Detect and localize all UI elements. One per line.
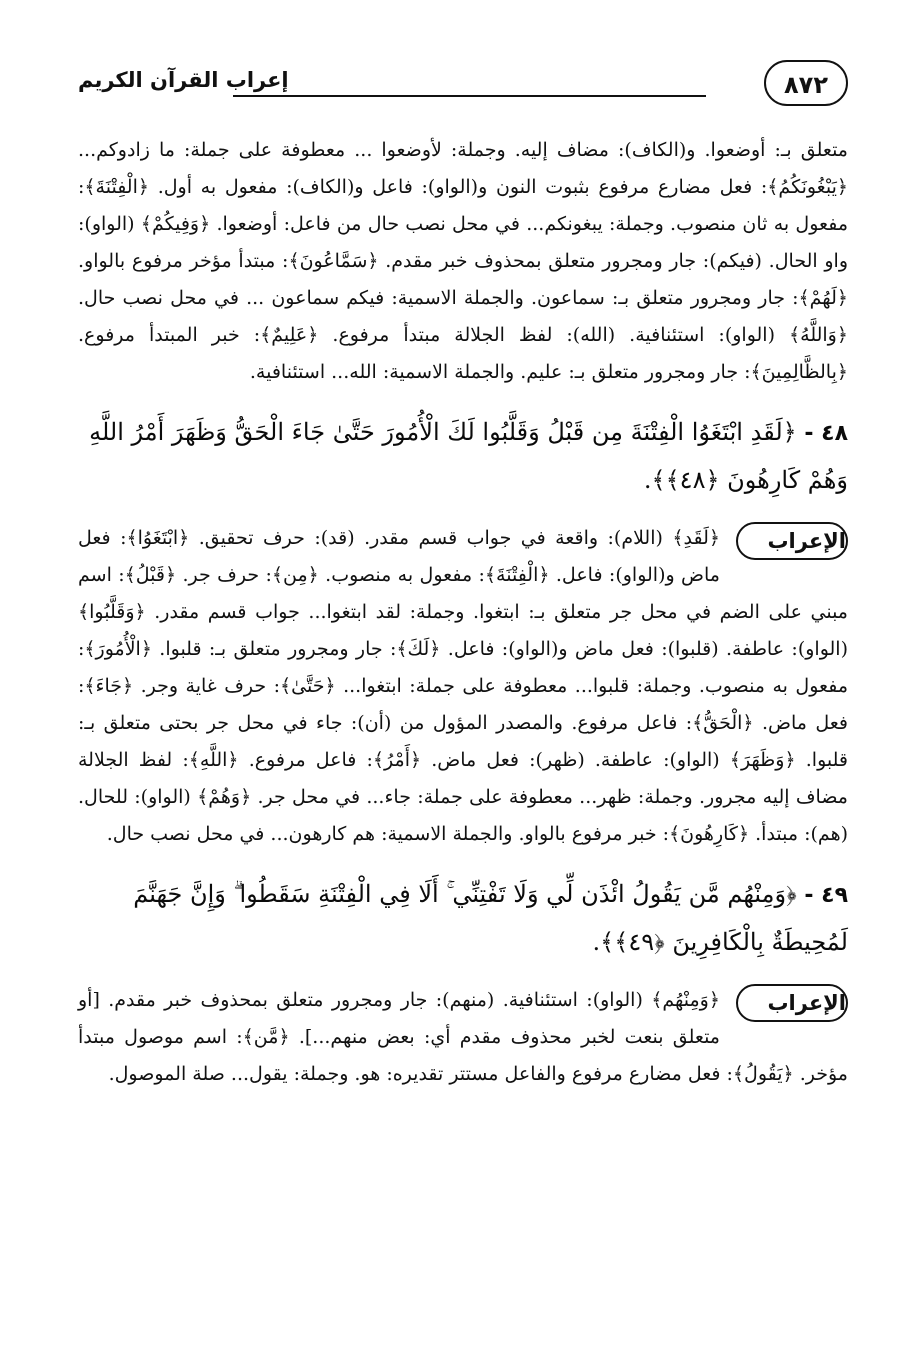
verse-48-number: ٤٨ -: [804, 421, 848, 446]
verse-48: [78, 409, 848, 504]
irab-48-text: ﴿لَقَدِ﴾ (اللام): واقعة في جواب قسم مقدر. (قد): حرف تحقيق. ﴿ابْتَغَوُا﴾: فعل ماض و(الواو): فاعل. ﴿الْفِتْنَةَ﴾: مفعول به منصوب. ﴿مِن﴾: حرف جر. ﴿قَبْلُ﴾: اسم مبني على الضم في محل جر متعلق بـ: ابتغوا. وجملة: لقد ابتغوا... جواب قسم مقدر. ﴿وَقَلَّبُوا﴾ (الواو): عاطفة. (قلبوا): فعل ماض و(الواو): فاعل. ﴿لَكَ﴾: جار ومجرور متعلق بـ: قلبوا. ﴿الْأُمُورَ﴾: مفعول به منصوب. وجملة: قلبوا... معطوفة على جملة: ابتغوا... ﴿حَتَّىٰ﴾: حرف غاية وجر. ﴿جَاءَ﴾: فعل ماض. ﴿الْحَقُّ﴾: فاعل مرفوع. والمصدر المؤول من (أن): جاء في محل جر بحتى متعلق بـ: قلبوا. ﴿وَظَهَرَ﴾ (الواو): عاطفة. (ظهر): فعل ماض. ﴿أَمْرُ﴾: فاعل مرفوع. ﴿اللَّهِ﴾: لفظ الجلالة مضاف إليه مجرور. وجملة: ظهر... معطوفة على جملة: جاء... في محل جر. ﴿وَهُمْ﴾ (الواو): للحال. (هم): مبتدأ. ﴿كَارِهُونَ﴾: خبر مرفوع بالواو. والجملة الاسمية: هم كارهون... في محل نصب حال.: [78, 527, 848, 845]
irab-49: [78, 982, 848, 1093]
page-number: ٨٧٢: [764, 60, 848, 106]
verse-49: [78, 871, 848, 966]
page: [78, 58, 848, 1318]
irab-49-text: ﴿وَمِنْهُم﴾ (الواو): استئنافية. (منهم): جار ومجرور متعلق بمحذوف خبر مقدم. [أو متعلق بنعت لخبر محذوف مقدم أي: بعض منهم...]. ﴿مَّن﴾: اسم موصول مبتدأ مؤخر. ﴿يَقُولُ﴾: فعل مضارع مرفوع والفاعل مستتر تقديره: هو. وجملة: يقول... صلة الموصول.: [78, 989, 848, 1085]
irab-49-badge: الإعراب: [736, 984, 848, 1022]
header-rule: [233, 95, 706, 97]
intro-paragraph: متعلق بـ: أوضعوا. و(الكاف): مضاف إليه. وجملة: لأوضعوا ... معطوفة على جملة: ما زادوكم... ﴿يَبْغُونَكُمُ﴾: فعل مضارع مرفوع بثبوت النون و(الواو): فاعل و(الكاف): مفعول به أول. ﴿الْفِتْنَةَ﴾: مفعول به ثان منصوب. وجملة: يبغونكم... في محل نصب حال من فاعل: أوضعوا. ﴿وَفِيكُمْ﴾ (الواو): واو الحال. (فيكم): جار ومجرور متعلق بمحذوف خبر مقدم. ﴿سَمَّاعُونَ﴾: مبتدأ مؤخر مرفوع بالواو. ﴿لَهُمْ﴾: جار ومجرور متعلق بـ: سماعون. والجملة الاسمية: فيكم سماعون ... في محل نصب حال. ﴿وَاللَّهُ﴾ (الواو): استئنافية. (الله): لفظ الجلالة مبتدأ مرفوع. ﴿عَلِيمٌ﴾: خبر المبتدأ مرفوع. ﴿بِالظَّالِمِينَ﴾: جار ومجرور متعلق بـ: عليم. والجملة الاسمية: الله... استئنافية.: [78, 139, 848, 383]
verse-49-text: ﴿وَمِنْهُم مَّن يَقُولُ ائْذَن لِّي وَلَا تَفْتِنِّي ۚ أَلَا فِي الْفِتْنَةِ سَقَطُوا ۗ وَإِنَّ جَهَنَّمَ لَمُحِيطَةٌ بِالْكَافِرِينَ ﴿٤٩﴾﴾.: [133, 880, 848, 956]
verse-49-number: ٤٩ -: [804, 883, 848, 908]
irab-48-badge: الإعراب: [736, 522, 848, 560]
book-title: إعراب القرآن الكريم: [78, 68, 289, 92]
verse-48-text: ﴿لَقَدِ ابْتَغَوُا الْفِتْنَةَ مِن قَبْلُ وَقَلَّبُوا لَكَ الْأُمُورَ حَتَّىٰ جَاءَ الْحَقُّ وَظَهَرَ أَمْرُ اللَّهِ وَهُمْ كَارِهُونَ ﴿٤٨﴾﴾.: [89, 418, 848, 494]
irab-48: [78, 520, 848, 853]
page-header: [78, 58, 848, 124]
